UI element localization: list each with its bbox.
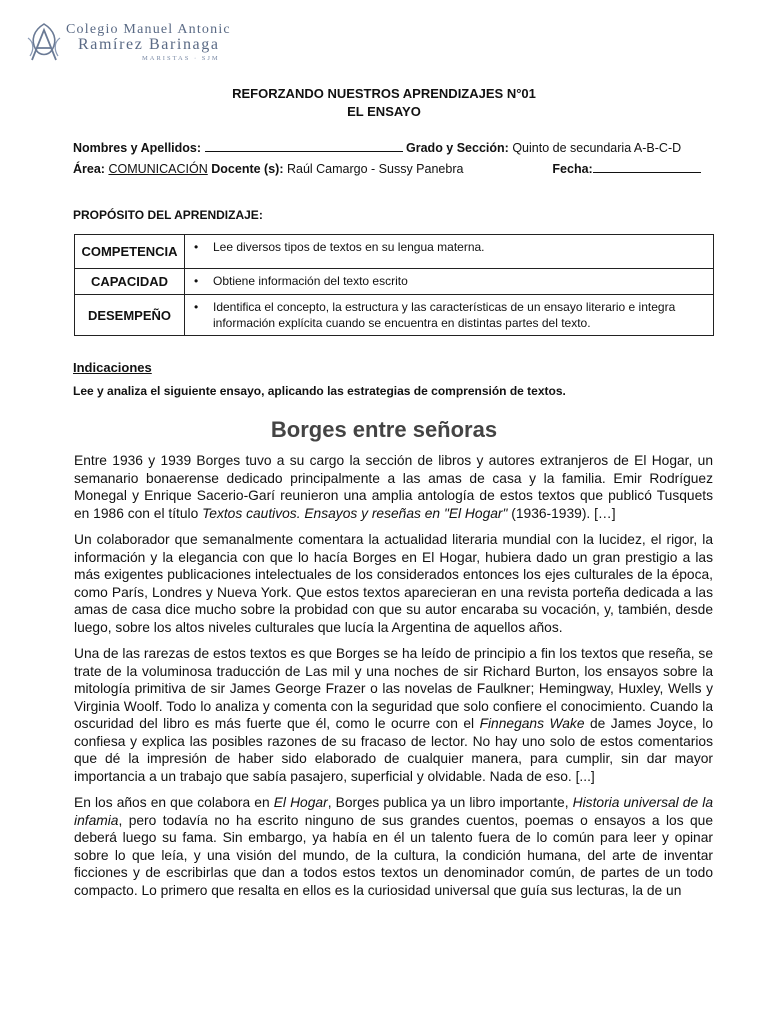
- teacher-value: Raúl Camargo - Sussy Panebra: [286, 162, 464, 176]
- essay-paragraph: [74, 794, 713, 899]
- text-run: , pero todavía no ha escrito ninguno de sus grandes cuentos, poemas o ensayos a los que deberá luego su fama. Sin embargo, ya había en él un talento fuera de lo común para leer y opinar sobre lo que leía, y una visión del mundo, de la cultura, la condición humana, del arte de inventar ficciones y de escribirlas que dan a todos estos textos un denominador común, de partes de un todo compacto. Lo primero que resalta en ellos es la curiosidad universal que guía sus lecturas, la de un: [74, 812, 713, 898]
- names-label: Nombres y Apellidos:: [73, 141, 202, 155]
- grade-label: Grado y Sección:: [406, 141, 509, 155]
- school-name-line3: MARISTAS · SJM: [142, 55, 220, 62]
- instructions-text: Lee y analiza el siguiente ensayo, aplicando las estrategias de comprensión de textos.: [73, 384, 566, 398]
- date-label: Fecha:: [552, 162, 593, 176]
- row-text-value: Obtiene información del texto escrito: [213, 274, 408, 288]
- row-text-value: Lee diversos tipos de textos en su lengua materna.: [213, 240, 485, 254]
- table-row: [75, 269, 714, 295]
- school-name-line1: Colegio Manuel Antonic: [66, 22, 231, 37]
- essay-body: [74, 452, 713, 908]
- text-run: Entre 1936 y 1939 Borges tuvo a su cargo la sección de libros y autores extranjeros de El Hogar, un semanario bonaerense dedicado principalmente a las amas de casa y la familia. Emir Rodríguez Monegal y Enrique Sacerio-Garí reunieron una amplia antología de estos textos que publicó Tusquets en 1986 con el título: [74, 453, 713, 521]
- table-row: [75, 235, 714, 269]
- text-run: (1936-1939). […]: [507, 505, 616, 521]
- book-title: Finnegans Wake: [479, 716, 585, 731]
- course-info-line: [73, 161, 701, 176]
- date-blank[interactable]: [593, 161, 701, 173]
- row-text-value: Identifica el concepto, la estructura y las características de un ensayo literario e integra información explícita cuando se encuentra en distintas partes del texto.: [213, 300, 676, 330]
- teacher-label: Docente (s):: [211, 162, 284, 176]
- essay-paragraph: [74, 452, 713, 522]
- instructions-heading: Indicaciones: [73, 360, 152, 375]
- text-run: En los años en que colabora en: [74, 795, 274, 810]
- names-blank[interactable]: [205, 140, 403, 152]
- essay-title: Borges entre señoras: [270, 417, 498, 442]
- row-text: [185, 295, 714, 336]
- table-row: [75, 295, 714, 336]
- competency-table: [74, 234, 714, 336]
- essay-paragraph: [74, 645, 713, 785]
- bullet-icon: •: [194, 240, 199, 254]
- document-subtitle: EL ENSAYO: [347, 104, 421, 119]
- essay-paragraph: Un colaborador que semanalmente comentara la actualidad literaria mundial con la lucidez, el rigor, la información y la elegancia con que lo hacía Borges en El Hogar, hubiera dado un gran prestigio a las más exigentes publicaciones intelectuales de los considerados entonces los ejes culturales de la época, como París, Londres y Nueva York. Que estos textos aparecieran en una revista porteña dedicada a las amas de casa dice mucho sobre la probidad con que su autor encaraba su vocación, y, también, desde luego, sobre los altos niveles culturales que lucía la Argentina de aquellos años.: [74, 532, 713, 635]
- school-name-line2: Ramírez Barinaga: [78, 36, 220, 53]
- bullet-icon: •: [194, 274, 199, 288]
- grade-value: Quinto de secundaria A-B-C-D: [512, 141, 682, 155]
- text-run: de James Joyce, lo confiesa y explica las posibles razones de su fracaso de lector. No hay uno solo de estos comentarios que dé la impresión de haber sido elaborado de cualquier manera, para cumplir, sin dar mayor importancia a un trabajo que sabía pasajero, superficial y olvidable. Nada de eso. [...]: [74, 716, 713, 784]
- text-run: Una de las rarezas de estos textos es que Borges se ha leído de principio a fin los textos que reseña, se trate de la voluminosa traducción de Las mil y una noches de sir Richard Burton, los ensayos sobre la mitología primitiva de sir James George Frazer o las novelas de Faulkner; Hemingway, Huxley, Wells y Virginia Woolf. Todo lo analiza y comenta con la seguridad que solo confiere el conocimiento. Cuando la oscuridad del libro es más fuerte que él, como le ocurre con el: [74, 646, 713, 731]
- monogram-icon: [24, 20, 64, 64]
- magazine-title: El Hogar: [273, 795, 328, 810]
- row-label: COMPETENCIA: [75, 235, 185, 269]
- document-title: REFORZANDO NUESTROS APRENDIZAJES N°01: [232, 86, 536, 101]
- bullet-icon: •: [194, 300, 199, 314]
- book-title: Historia universal de la infamia: [74, 795, 713, 828]
- book-title: Textos cautivos. Ensayos y reseñas en "El Hogar": [202, 505, 508, 521]
- row-text: [185, 235, 714, 269]
- text-run: , Borges publica ya un libro importante,: [327, 795, 573, 810]
- purpose-heading: PROPÓSITO DEL APRENDIZAJE:: [73, 208, 263, 222]
- area-value: COMUNICACIÓN: [108, 162, 208, 176]
- area-label: Área:: [73, 162, 105, 176]
- row-text: [185, 269, 714, 295]
- school-logo: [22, 18, 272, 66]
- row-label: DESEMPEÑO: [75, 295, 185, 336]
- row-label: CAPACIDAD: [75, 269, 185, 295]
- student-info-line: [73, 140, 681, 155]
